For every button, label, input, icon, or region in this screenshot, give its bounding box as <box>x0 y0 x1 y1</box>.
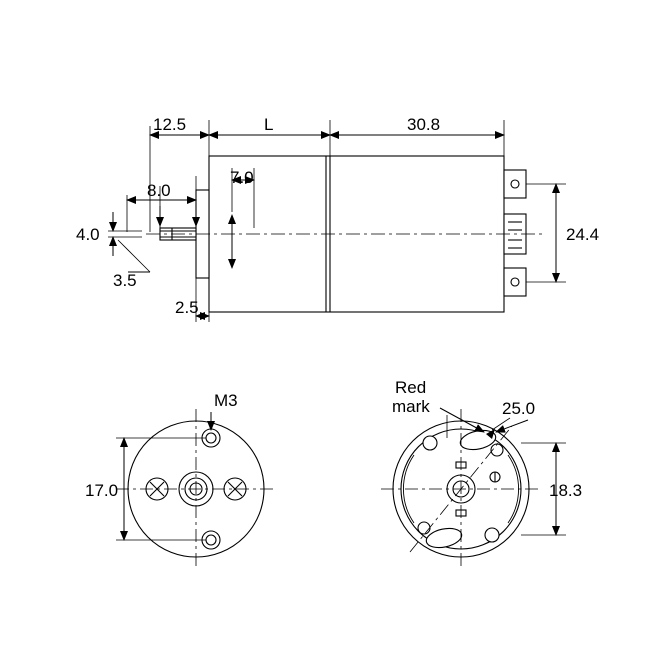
side-view-body <box>146 156 546 312</box>
dim-label-4-0: 4.0 <box>76 225 100 244</box>
dim-label-30-8: 30.8 <box>407 115 441 134</box>
dim-label-3-5: 3.5 <box>113 271 137 290</box>
dim-label-L: L <box>264 115 274 134</box>
dim-label-red-mark-line1: Red <box>395 378 427 397</box>
dim-label-7-0: 7.0 <box>230 168 254 187</box>
dim-label-18-3: 18.3 <box>549 481 583 500</box>
dim-label-m3: M3 <box>214 391 238 410</box>
dim-label-12-5: 12.5 <box>153 115 187 134</box>
dim-label-8-0: 8.0 <box>147 181 171 200</box>
rear-view-body <box>381 409 541 569</box>
dim-label-24-4: 24.4 <box>566 225 600 244</box>
dim-label-17-0: 17.0 <box>85 481 119 500</box>
dim-label-2-5: 2.5 <box>175 298 199 317</box>
front-view-body <box>116 409 276 569</box>
dim-label-red-mark-line2: mark <box>392 397 430 416</box>
dim-label-25-0: 25.0 <box>502 399 536 418</box>
